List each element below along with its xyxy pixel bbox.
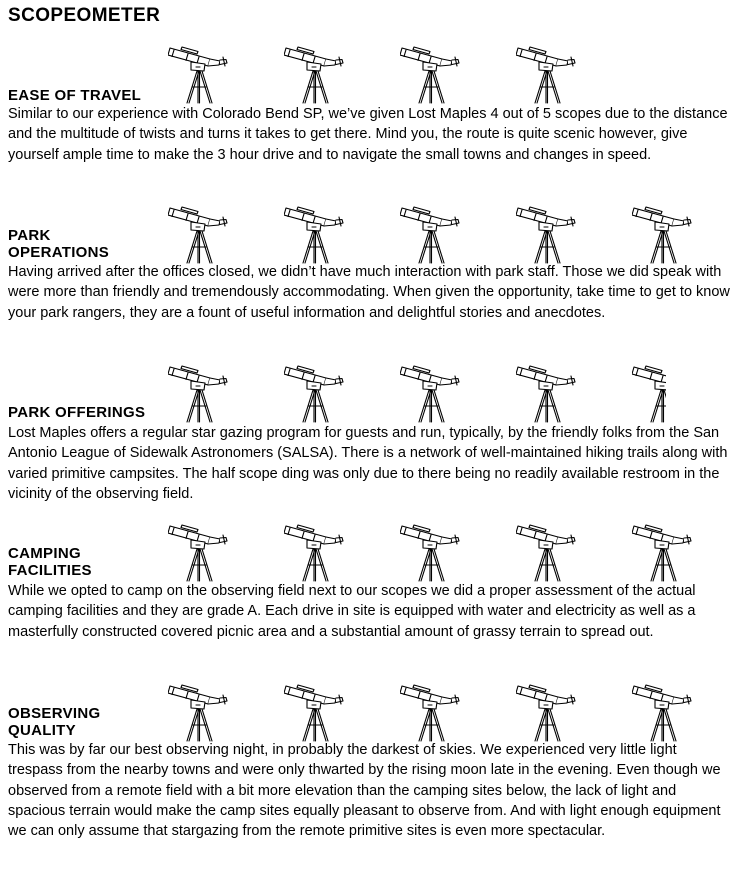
- telescope-icon: [284, 205, 348, 265]
- telescope-icon: [284, 364, 348, 424]
- scope-rating: [0, 683, 740, 743]
- page-title: SCOPEOMETER: [8, 5, 161, 26]
- telescope-icon: [516, 523, 580, 583]
- scope-rating: [0, 45, 740, 105]
- section-text: This was by far our best observing night, in probably the darkest of skies. We experienced very little light trespass from the nearby towns and were only thwarted by the rising moon late in the evening. Even though we observed from a remote field with a bit more elevation than the camping sites below, the lack of light and spacious terrain would make the camp sites equally pleasant to observe from. And with light enough equipment we can only assume that stargazing from the remote primitive sites is even more spectacular.: [8, 742, 721, 840]
- telescope-icon: [168, 683, 232, 743]
- telescope-icon: [632, 683, 696, 743]
- section-heading: PARK OFFERINGS: [8, 404, 146, 421]
- telescope-icon: [632, 523, 696, 583]
- telescope-icon: [168, 45, 232, 105]
- telescope-icon: [400, 523, 464, 583]
- telescope-icon: [516, 205, 580, 265]
- section-text: Lost Maples offers a regular star gazing program for guests and run, typically, by the friendly folks from the San Antonio League of Sidewalk Astronomers (SALSA). There is a network of well-maintained hiking trails along with varied primitive campsites. The half scope ding was only due to there being no readily available restroom in the vicinity of the observing field.: [8, 425, 728, 502]
- scope-rating: [0, 523, 740, 583]
- telescope-icon: [632, 205, 696, 265]
- telescope-icon: [284, 683, 348, 743]
- section-text: Similar to our experience with Colorado Bend SP, we’ve given Lost Maples 4 out of 5 scopes due to the distance and the multitude of twists and turns it takes to get there. Mind you, the route is quite scenic however, give yourself ample time to make the 3 hour drive and to navigate the small towns and changes in speed.: [8, 106, 728, 163]
- telescope-icon: [168, 364, 232, 424]
- section-heading: PARK OPERATIONS: [8, 227, 110, 261]
- telescope-icon: [400, 364, 464, 424]
- telescope-icon: [632, 364, 666, 424]
- telescope-icon: [400, 45, 464, 105]
- section-heading: EASE OF TRAVEL: [8, 87, 142, 104]
- telescope-icon: [400, 683, 464, 743]
- telescope-icon: [168, 205, 232, 265]
- section-text: Having arrived after the offices closed, we didn’t have much interaction with park staff. Those we did speak with were more than friendly and tremendously accommodating. When given the opportunity, take time to get to know your park rangers, they are a fount of useful information and delightful stories and anecdotes.: [8, 264, 730, 321]
- scope-rating: [0, 364, 740, 424]
- section-text: While we opted to camp on the observing field next to our scopes we did a proper assessment of the actual camping facilities and they are grade A. Each drive in site is equipped with water and electricity as well as a masterfully constructed covered picnic area and a substantial amount of grassy terrain to spread out.: [8, 583, 696, 640]
- section-heading: OBSERVING QUALITY: [8, 705, 101, 739]
- telescope-icon: [400, 205, 464, 265]
- section-heading: CAMPING FACILITIES: [8, 545, 92, 579]
- telescope-icon: [284, 45, 348, 105]
- scope-rating: [0, 205, 740, 265]
- telescope-icon: [516, 683, 580, 743]
- telescope-icon: [168, 523, 232, 583]
- telescope-icon: [284, 523, 348, 583]
- telescope-icon: [516, 364, 580, 424]
- telescope-icon: [516, 45, 580, 105]
